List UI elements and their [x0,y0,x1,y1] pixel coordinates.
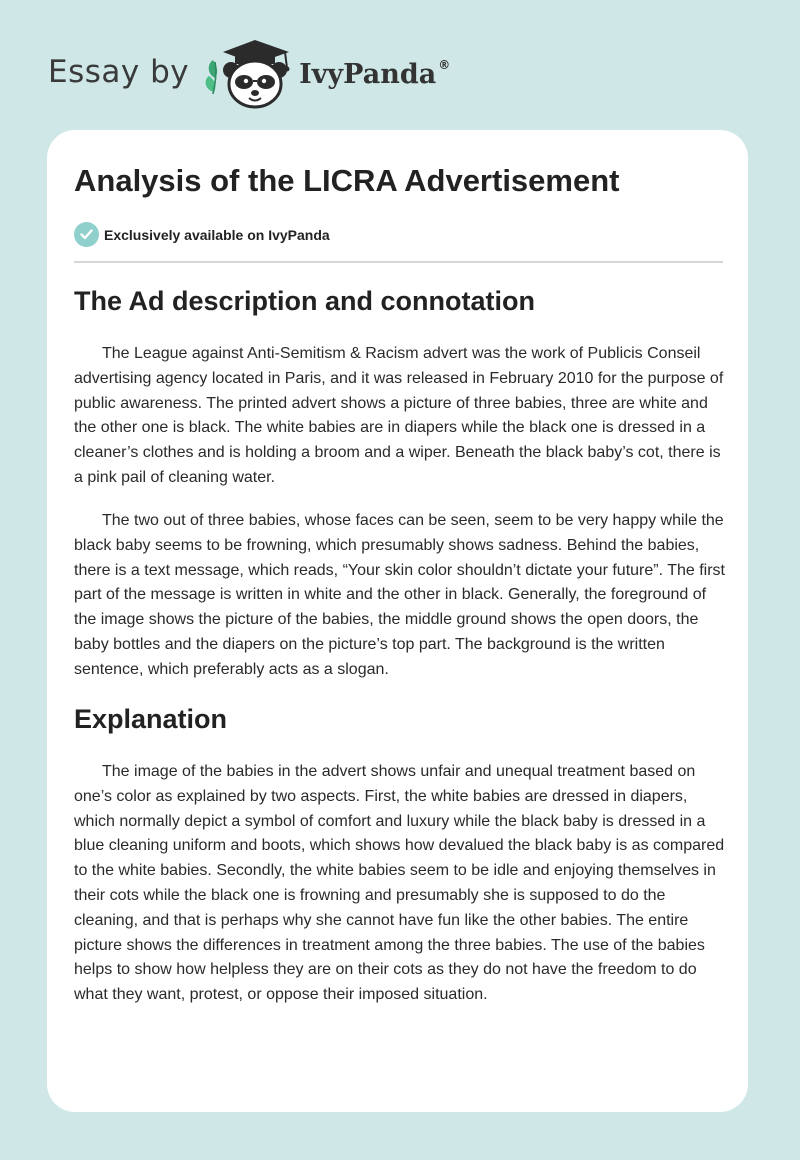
check-icon [74,222,99,247]
paragraph: The League against Anti-Semitism & Racism advert was the work of Publicis Conseil advertising agency located in Paris, and it was released in February 2010 for the purpose of public awareness. The printed advert shows a picture of three babies, three are white and the other one is black. The white babies are in diapers while the black one is dressed in a cleaner’s clothes and is holding a broom and a wiper. Beneath the black baby’s cot, there is a pink pail of cleaning water. [74,345,724,486]
site-header [48,34,450,110]
panda-logo-icon[interactable] [205,34,297,110]
section-heading-explanation: Explanation [74,704,228,734]
registered-mark: ® [438,58,451,72]
brand-label: IvyPanda [299,59,437,90]
paragraph: The image of the babies in the advert shows unfair and unequal treatment based on one’s color as explained by two aspects. First, the white babies are dressed in diapers, which normally depict a symbol of comfort and luxury while the black baby is dressed in a blue cleaning uniform and boots, which shows how devalued the black baby is as compared to the white babies. Secondly, the white babies seem to be idle and enjoying themselves in their cots while the black one is frowning and presumably she is supposed to do the cleaning, and that is perhaps why she cannot have fun like the other babies. The entire picture shows the differences in treatment among the three babies. The use of the babies helps to show how helpless they are on their cots as they do not have the freedom to do what they want, protest, or oppose their imposed situation. [74,763,725,1004]
section-heading-ad-description: The Ad description and connotation [74,286,535,316]
divider [74,261,723,263]
paragraph: The two out of three babies, whose faces can be seen, seem to be very happy while the black baby seems to be frowning, which presumably shows sadness. Behind the babies, there is a text message, which reads, “Your skin color shouldn’t dictate your future”. The first part of the message is written in white and the other in black. Generally, the foreground of the image shows the picture of the babies, the middle ground shows the open doors, the baby bottles and the diapers on the picture’s top part. The background is the written sentence, which preferably acts as a slogan. [74,512,725,678]
essay-card [47,130,748,1112]
essay-by-label: Essay by [48,54,190,90]
page-title: Analysis of the LICRA Advertisement [74,163,620,198]
brand-name[interactable] [299,58,450,90]
exclusive-badge [74,222,330,247]
exclusive-label: Exclusively available on IvyPanda [104,226,330,243]
